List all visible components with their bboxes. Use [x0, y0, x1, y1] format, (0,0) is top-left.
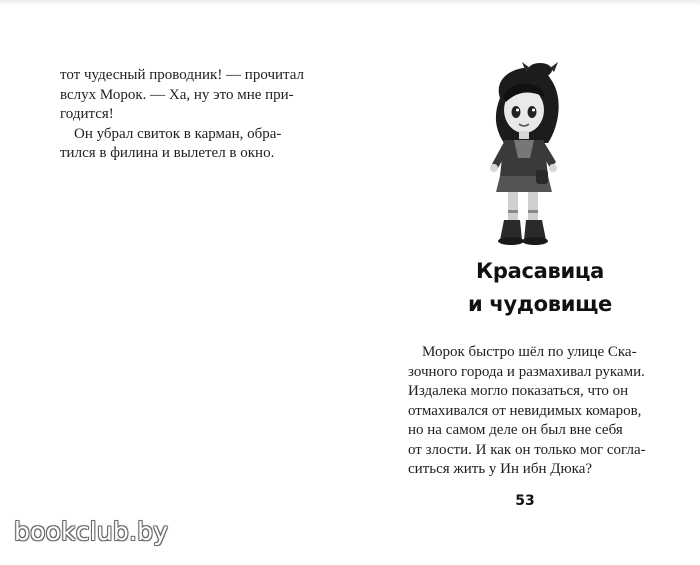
right-paragraph: Морок быстро шёл по улице Ска- зочного города и размахивал руками. Издалека могло показаться, что он отмахивался от невидимых комаров, но на самом деле он был вне себя от злости. И как он только мог согла- ситься жить у Ин ибн Дюка?: [408, 344, 646, 477]
chapter-title-line-2: и чудовище: [468, 292, 612, 316]
chapter-title-line-1: Красавица: [475, 259, 605, 283]
page-number: 53: [515, 493, 535, 509]
right-page: [350, 0, 700, 565]
right-page-text: [408, 343, 690, 480]
girl-character-illustration: [470, 58, 574, 248]
left-page-text: [60, 66, 310, 164]
left-paragraph-2: Он убрал свиток в карман, обра- тился в филина и вылетел в окно.: [60, 125, 282, 161]
chapter-title: [450, 255, 630, 321]
watermark: bookclub.by: [14, 517, 169, 546]
left-paragraph-1: тот чудесный проводник! — прочитал вслух Морок. — Ха, ну это мне при- годится!: [60, 67, 305, 122]
